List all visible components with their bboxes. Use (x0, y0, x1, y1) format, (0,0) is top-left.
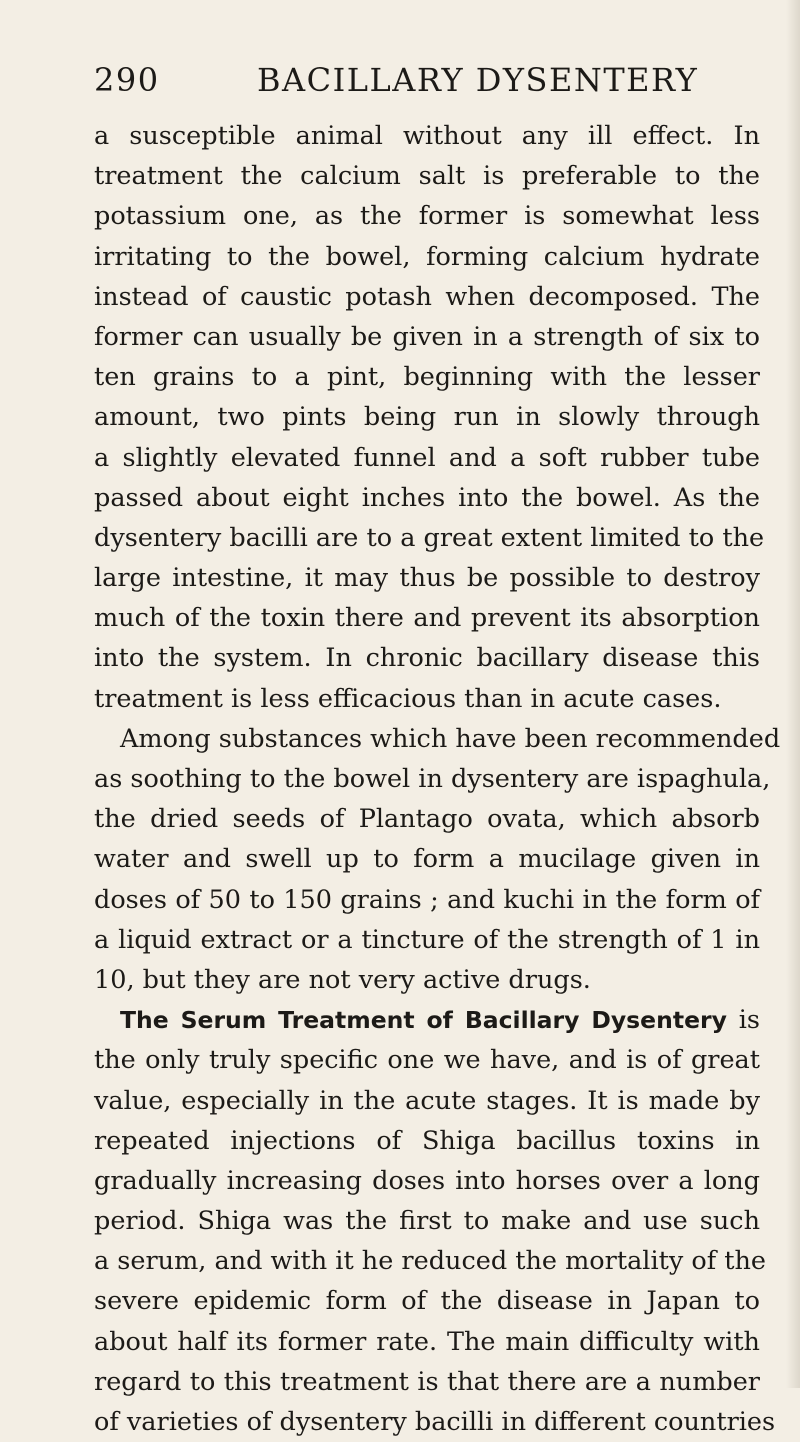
text-line: a susceptible animal without any ill effect. In (94, 121, 760, 151)
text-line: value, especially in the acute stages. It is made by (94, 1085, 760, 1116)
text-line: a serum, and with it he reduced the mortality of the (94, 1246, 767, 1277)
text-line: a liquid extract or a tincture of the strength of 1 in (94, 924, 760, 955)
text-line: water and swell up to form a mucilage given in (94, 844, 760, 875)
body-text (94, 116, 781, 1442)
page-number: 290 (94, 61, 160, 99)
running-header (94, 60, 714, 100)
text-line: amount, two pints being run in slowly through (94, 402, 760, 433)
text-line: Among substances which have been recommended (120, 723, 781, 754)
text-line: severe epidemic form of the disease in Japan to (94, 1286, 760, 1317)
text-line: former can usually be given in a strength of six to (94, 321, 760, 352)
section-heading-line (94, 1000, 760, 1040)
text-line: instead of caustic potash when decomposed. The (94, 281, 760, 312)
running-title: BACILLARY DYSENTERY (257, 61, 699, 99)
text-line: treatment the calcium salt is preferable to the (94, 161, 760, 192)
text-line: doses of 50 to 150 grains ; and kuchi in the form of (94, 884, 760, 915)
text-line: 10, but they are not very active drugs. (94, 964, 591, 995)
text-line: treatment is less efficacious than in acute cases. (94, 683, 722, 714)
text-line: about half its former rate. The main difficulty with (94, 1326, 760, 1357)
text-line: repeated injections of Shiga bacillus toxins in (94, 1125, 760, 1156)
text-line: into the system. In chronic bacillary disease this (94, 643, 760, 674)
text-line: of varieties of dysentery bacilli in different countries (94, 1407, 776, 1437)
text-line: regard to this treatment is that there are a number (94, 1366, 760, 1397)
text-line: ten grains to a pint, beginning with the lesser (94, 362, 760, 393)
text-line: dysentery bacilli are to a great extent limited to the (94, 522, 765, 553)
text-line: as soothing to the bowel in dysentery are ispaghula, (94, 764, 771, 794)
text-line: the dried seeds of Plantago ovata, which absorb (94, 804, 760, 835)
page-edge-shadow (786, 0, 800, 1388)
text-line: passed about eight inches into the bowel. As the (94, 482, 760, 513)
text-line: gradually increasing doses into horses over a long (94, 1165, 760, 1196)
section-heading: The Serum Treatment of Bacillary Dysentery (120, 1006, 727, 1035)
text-line: potassium one, as the former is somewhat less (94, 201, 760, 232)
text-line: a slightly elevated funnel and a soft rubber tube (94, 442, 760, 473)
text-line: large intestine, it may thus be possible to destroy (94, 563, 760, 594)
text-line: much of the toxin there and prevent its absorption (94, 603, 760, 634)
text-line: irritating to the bowel, forming calcium hydrate (94, 241, 760, 272)
text-line: the only truly specific one we have, and is of great (94, 1045, 760, 1076)
text-line: period. Shiga was the first to make and use such (94, 1206, 760, 1237)
heading-continuation: is (738, 1005, 761, 1036)
